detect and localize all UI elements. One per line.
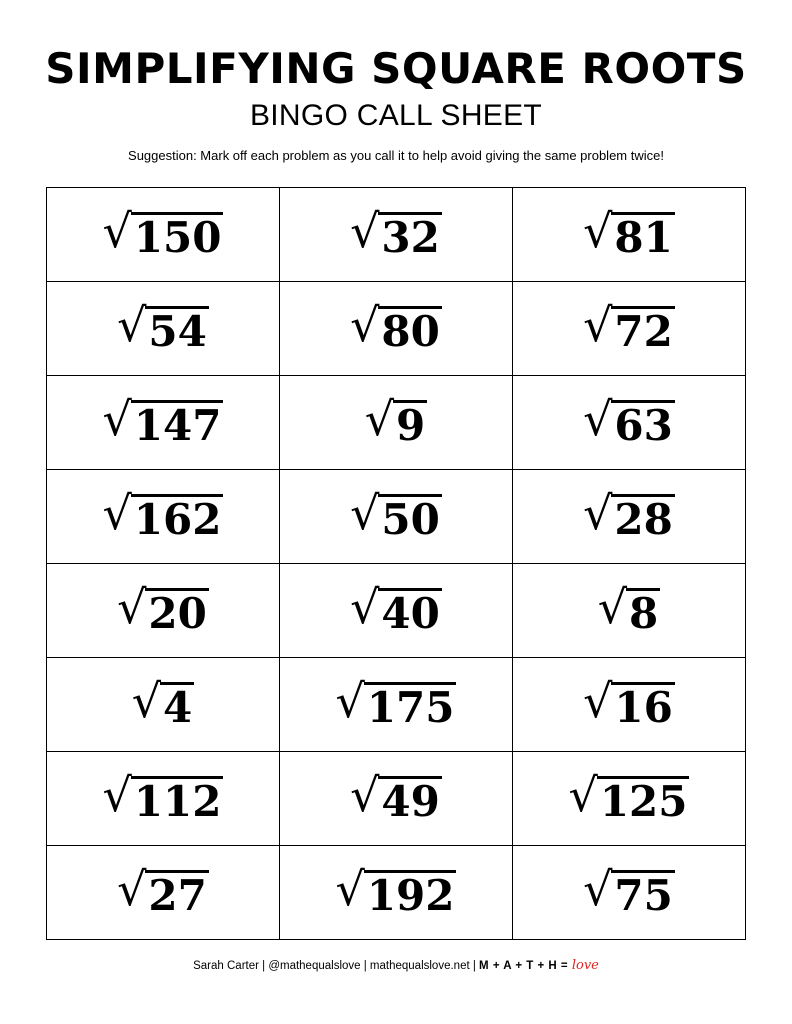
radical-icon: √ [364,391,395,446]
call-cell [280,376,513,470]
footer-love: love [571,958,599,973]
radicand-value: 112 [131,776,224,823]
call-cell [47,470,280,564]
call-cell [280,282,513,376]
radicand-value: 150 [131,212,224,259]
radicand-value: 8 [626,588,660,635]
radicand-value: 32 [378,212,441,259]
radical-icon: √ [117,297,147,352]
radical-icon: √ [583,391,613,446]
radicand-value: 16 [611,682,674,729]
radical-icon: √ [102,767,132,822]
call-cell [280,564,513,658]
radicand-value: 40 [378,588,441,635]
radicand-value: 81 [611,212,674,259]
square-root-expression [350,203,442,262]
call-cell [47,376,280,470]
square-root-expression [583,861,675,920]
radicand-value: 192 [364,870,457,917]
radical-icon: √ [102,203,132,258]
radical-icon: √ [335,673,365,728]
radicand-value: 175 [364,682,457,729]
radical-icon: √ [350,297,380,352]
footer-credits: Sarah Carter | @mathequalslove | mathequalslove.net | [193,960,480,972]
call-cell [47,658,280,752]
call-cell [47,752,280,846]
radical-icon: √ [102,485,132,540]
radical-icon: √ [583,297,613,352]
call-cell [280,470,513,564]
grid-row [47,188,746,282]
call-cell [513,470,746,564]
grid-row [47,282,746,376]
radicand-value: 49 [378,776,441,823]
square-root-expression [102,391,224,450]
square-root-expression [583,673,675,732]
square-root-expression [335,861,457,920]
bingo-call-grid [46,187,746,940]
call-cell [513,564,746,658]
call-cell [280,752,513,846]
call-cell [47,564,280,658]
call-cell [513,752,746,846]
grid-row [47,752,746,846]
call-cell [280,658,513,752]
call-cell [47,282,280,376]
radical-icon: √ [583,203,613,258]
call-cell [280,188,513,282]
square-root-expression [131,673,195,732]
call-cell [513,846,746,940]
square-root-expression [117,861,209,920]
radical-icon: √ [350,767,380,822]
radical-icon: √ [102,391,132,446]
radical-icon: √ [350,485,380,540]
square-root-expression [335,673,457,732]
radicand-value: 125 [597,776,690,823]
radicand-value: 80 [378,306,441,353]
radical-icon: √ [117,861,147,916]
radicand-value: 63 [611,400,674,447]
radicand-value: 72 [611,306,674,353]
radical-icon: √ [583,861,613,916]
square-root-expression [102,767,224,826]
radicand-value: 50 [378,494,441,541]
radicand-value: 9 [393,400,427,447]
square-root-expression [350,297,442,356]
call-cell [513,658,746,752]
radical-icon: √ [131,673,162,728]
radicand-value: 75 [611,870,674,917]
radicand-value: 27 [145,870,208,917]
call-cell [47,188,280,282]
call-cell [47,846,280,940]
radical-icon: √ [350,203,380,258]
grid-row [47,470,746,564]
square-root-expression [364,391,428,450]
radicand-value: 162 [131,494,224,541]
radical-icon: √ [597,579,628,634]
radical-icon: √ [350,579,380,634]
footer [0,958,792,974]
square-root-expression [117,579,209,638]
grid-row [47,658,746,752]
square-root-expression [568,767,690,826]
square-root-expression [350,485,442,544]
call-cell [280,846,513,940]
radical-icon: √ [583,673,613,728]
call-cell [513,376,746,470]
radicand-value: 147 [131,400,224,447]
page-title: SIMPLIFYING SQUARE ROOTS [45,44,747,93]
radicand-value: 54 [145,306,208,353]
square-root-expression [583,391,675,450]
suggestion-text: Suggestion: Mark off each problem as you call it to help avoid giving the same problem twice! [128,148,664,163]
square-root-expression [117,297,209,356]
radical-icon: √ [117,579,147,634]
radicand-value: 20 [145,588,208,635]
grid-row [47,376,746,470]
square-root-expression [102,203,224,262]
radicand-value: 4 [160,682,194,729]
square-root-expression [102,485,224,544]
square-root-expression [583,485,675,544]
call-cell [513,188,746,282]
grid-row [47,564,746,658]
footer-math-equals: M + A + T + H = [479,960,572,972]
radicand-value: 28 [611,494,674,541]
grid-row [47,846,746,940]
square-root-expression [583,203,675,262]
square-root-expression [350,767,442,826]
radical-icon: √ [568,767,598,822]
radical-icon: √ [583,485,613,540]
square-root-expression [597,579,661,638]
call-cell [513,282,746,376]
radical-icon: √ [335,861,365,916]
page-subtitle: BINGO CALL SHEET [249,99,543,132]
square-root-expression [583,297,675,356]
square-root-expression [350,579,442,638]
